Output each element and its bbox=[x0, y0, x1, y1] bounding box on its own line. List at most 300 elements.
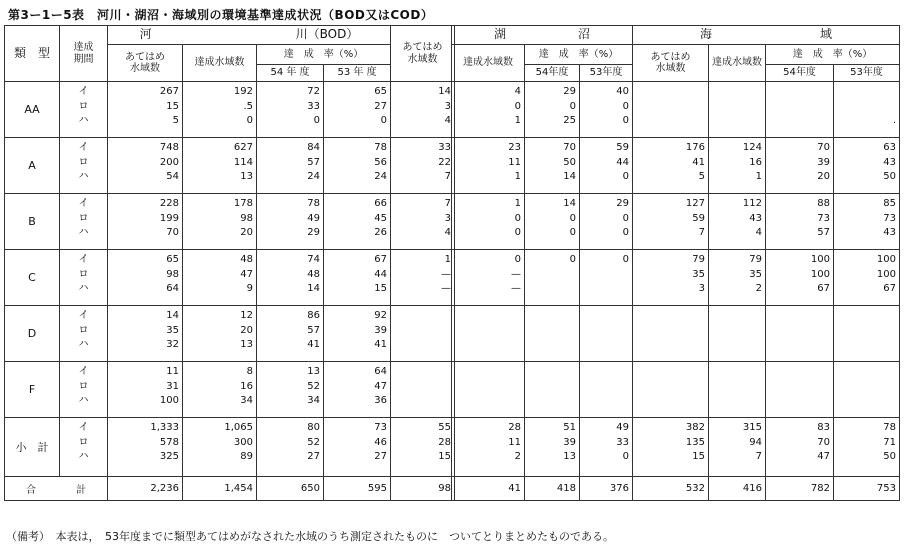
total-river-r54: 650 bbox=[257, 477, 324, 501]
header-lake-achieved: 達成水域数 bbox=[452, 45, 525, 82]
type-label: AA bbox=[5, 82, 60, 138]
cell-value: ハ bbox=[78, 227, 89, 238]
cell-value: 27 bbox=[374, 100, 387, 112]
cell-value: 48 bbox=[307, 268, 320, 280]
table-row bbox=[452, 418, 900, 477]
cell-value: 43 bbox=[883, 227, 896, 238]
lake-rate-53 bbox=[580, 138, 633, 194]
cell-value: 24 bbox=[307, 171, 320, 182]
cell-value: ロ bbox=[78, 212, 89, 224]
period-labels bbox=[60, 194, 108, 250]
cell-value: 11 bbox=[508, 436, 521, 448]
table-row bbox=[452, 306, 900, 362]
river-applicable bbox=[108, 138, 183, 194]
river-achieved bbox=[183, 362, 257, 418]
cell-value: ロ bbox=[78, 100, 89, 112]
cell-value bbox=[633, 338, 708, 353]
cell-value: 84 bbox=[307, 142, 320, 153]
cell-value: 8 bbox=[246, 366, 253, 377]
cell-value bbox=[834, 365, 899, 380]
cell-value: 16 bbox=[240, 380, 253, 392]
cell-value bbox=[633, 324, 708, 339]
cell-value: 124 bbox=[742, 142, 762, 153]
cell-value: 2 bbox=[514, 451, 521, 462]
cell-value: 23 bbox=[508, 142, 521, 153]
cell-value: . bbox=[892, 115, 896, 126]
cell-value: 72 bbox=[307, 86, 320, 97]
cell-value: 33 bbox=[616, 436, 629, 448]
lake-applicable bbox=[391, 250, 455, 306]
header-river-rate: 達 成 率（%） bbox=[257, 45, 391, 65]
cell-value: ロ bbox=[78, 380, 89, 392]
cell-value: 28 bbox=[508, 422, 521, 433]
cell-value bbox=[709, 338, 765, 353]
table-row bbox=[5, 138, 455, 194]
sea-applicable bbox=[633, 418, 709, 477]
river-table bbox=[4, 25, 455, 501]
lake-rate-53 bbox=[580, 194, 633, 250]
cell-value: 78 bbox=[307, 198, 320, 209]
total-label: 合 計 bbox=[5, 477, 108, 501]
cell-value bbox=[525, 394, 579, 409]
type-label: A bbox=[5, 138, 60, 194]
lake-rate-53 bbox=[580, 250, 633, 306]
lake-rate-54 bbox=[525, 362, 580, 418]
cell-value: ハ bbox=[78, 115, 89, 126]
cell-value: 0 bbox=[246, 115, 253, 126]
cell-value: ハ bbox=[78, 451, 89, 462]
cell-value: ハ bbox=[78, 395, 89, 406]
cell-value: 627 bbox=[233, 142, 253, 153]
cell-value: 0 bbox=[622, 254, 629, 265]
cell-value bbox=[633, 394, 708, 409]
cell-value: 32 bbox=[166, 339, 179, 350]
cell-value bbox=[633, 380, 708, 395]
cell-value: 200 bbox=[159, 156, 179, 168]
cell-value: 63 bbox=[883, 142, 896, 153]
cell-value: 0 bbox=[313, 115, 320, 126]
sea-rate-53 bbox=[834, 138, 900, 194]
table-row bbox=[452, 250, 900, 306]
cell-value: 57 bbox=[307, 324, 320, 336]
cell-value: ロ bbox=[78, 324, 89, 336]
cell-value: 29 bbox=[307, 227, 320, 238]
cell-value: 59 bbox=[616, 142, 629, 153]
cell-value: 27 bbox=[374, 451, 387, 462]
sea-applicable bbox=[633, 138, 709, 194]
cell-value: 34 bbox=[307, 395, 320, 406]
cell-value: 39 bbox=[374, 324, 387, 336]
cell-value bbox=[525, 380, 579, 395]
cell-value: 0 bbox=[569, 100, 576, 112]
lake-rate-53 bbox=[580, 82, 633, 138]
lake-achieved bbox=[452, 362, 525, 418]
river-achieved bbox=[183, 306, 257, 362]
cell-value: 44 bbox=[374, 268, 387, 280]
sea-rate-54 bbox=[766, 418, 834, 477]
lake-rate-54 bbox=[525, 306, 580, 362]
cell-value: 3 bbox=[444, 212, 451, 224]
cell-value: 41 bbox=[374, 339, 387, 350]
cell-value bbox=[580, 282, 632, 297]
lake-rate-53 bbox=[580, 362, 633, 418]
sea-applicable bbox=[633, 194, 709, 250]
lake-rate-54 bbox=[525, 250, 580, 306]
lake-rate-54 bbox=[525, 194, 580, 250]
period-labels bbox=[60, 362, 108, 418]
cell-value: 315 bbox=[742, 422, 762, 433]
total-sea-r54: 782 bbox=[766, 477, 834, 501]
cell-value: 26 bbox=[374, 227, 387, 238]
lake-achieved bbox=[452, 418, 525, 477]
header-period: 達成期間 bbox=[60, 26, 108, 82]
cell-value: 176 bbox=[685, 142, 705, 153]
type-label: B bbox=[5, 194, 60, 250]
cell-value: 67 bbox=[374, 254, 387, 265]
cell-value: 15 bbox=[374, 283, 387, 294]
cell-value: 0 bbox=[622, 227, 629, 238]
lake-sea-table bbox=[451, 25, 900, 501]
cell-value: 88 bbox=[817, 198, 830, 209]
cell-value: 11 bbox=[166, 366, 179, 377]
river-rate-54 bbox=[257, 138, 324, 194]
sea-achieved bbox=[709, 250, 766, 306]
cell-value bbox=[766, 100, 833, 115]
cell-value: 192 bbox=[233, 86, 253, 97]
cell-value bbox=[834, 394, 899, 409]
river-rate-53 bbox=[324, 138, 391, 194]
period-labels bbox=[60, 306, 108, 362]
cell-value: イ bbox=[78, 310, 89, 321]
type-label: D bbox=[5, 306, 60, 362]
cell-value: 47 bbox=[374, 380, 387, 392]
cell-value: ハ bbox=[78, 171, 89, 182]
period-labels bbox=[60, 138, 108, 194]
cell-value: 199 bbox=[159, 212, 179, 224]
cell-value: 20 bbox=[240, 324, 253, 336]
lake-rate-53 bbox=[580, 418, 633, 477]
cell-value: 3 bbox=[444, 100, 451, 112]
cell-value: 80 bbox=[307, 422, 320, 433]
cell-value: 14 bbox=[438, 86, 451, 97]
cell-value: 1,065 bbox=[224, 422, 253, 433]
cell-value bbox=[709, 85, 765, 100]
cell-value: 114 bbox=[233, 156, 253, 168]
cell-value: イ bbox=[78, 86, 89, 97]
cell-value: 15 bbox=[692, 451, 705, 462]
cell-value bbox=[525, 365, 579, 380]
sea-achieved bbox=[709, 306, 766, 362]
cell-value bbox=[834, 380, 899, 395]
sea-rate-53 bbox=[834, 418, 900, 477]
cell-value: 1 bbox=[444, 254, 451, 265]
cell-value bbox=[580, 365, 632, 380]
cell-value bbox=[766, 85, 833, 100]
cell-value: 5 bbox=[172, 115, 179, 126]
cell-value: 16 bbox=[749, 156, 762, 168]
lake-achieved bbox=[452, 194, 525, 250]
header-sea-applicable: あてはめ水域数 bbox=[633, 45, 709, 82]
cell-value bbox=[766, 324, 833, 339]
cell-value bbox=[834, 309, 899, 324]
header-lake-54: 54年度 bbox=[525, 65, 580, 82]
cell-value: 0 bbox=[514, 212, 521, 224]
river-rate-53 bbox=[324, 306, 391, 362]
header-river-53: 53 年 度 bbox=[324, 65, 391, 82]
sea-achieved bbox=[709, 82, 766, 138]
cell-value bbox=[580, 268, 632, 283]
total-sea-app: 532 bbox=[633, 477, 709, 501]
cell-value: 92 bbox=[374, 310, 387, 321]
cell-value: 14 bbox=[563, 171, 576, 182]
cell-value: ロ bbox=[78, 268, 89, 280]
header-lake: 湖 沼 bbox=[452, 26, 633, 45]
cell-value: 13 bbox=[307, 366, 320, 377]
river-applicable bbox=[108, 250, 183, 306]
cell-value: 28 bbox=[438, 436, 451, 448]
sea-achieved bbox=[709, 362, 766, 418]
lake-achieved bbox=[452, 82, 525, 138]
total-lake-r53: 376 bbox=[580, 477, 633, 501]
cell-value bbox=[525, 324, 579, 339]
cell-value: 64 bbox=[374, 366, 387, 377]
cell-value: 54 bbox=[166, 171, 179, 182]
cell-value: 70 bbox=[166, 227, 179, 238]
cell-value: 79 bbox=[692, 254, 705, 265]
cell-value bbox=[525, 282, 579, 297]
cell-value: 98 bbox=[166, 268, 179, 280]
cell-value: ハ bbox=[78, 283, 89, 294]
table-row bbox=[5, 362, 455, 418]
cell-value: 100 bbox=[810, 254, 830, 265]
cell-value: 43 bbox=[749, 212, 762, 224]
total-river-ach: 1,454 bbox=[183, 477, 257, 501]
cell-value: イ bbox=[78, 422, 89, 433]
cell-value: 748 bbox=[159, 142, 179, 153]
cell-value: 65 bbox=[374, 86, 387, 97]
lake-rate-54 bbox=[525, 138, 580, 194]
cell-value: 57 bbox=[307, 156, 320, 168]
cell-value bbox=[580, 380, 632, 395]
river-rate-54 bbox=[257, 82, 324, 138]
cell-value: 41 bbox=[692, 156, 705, 168]
cell-value: 12 bbox=[240, 310, 253, 321]
cell-value: 0 bbox=[514, 227, 521, 238]
cell-value: 14 bbox=[307, 283, 320, 294]
cell-value: — bbox=[511, 268, 521, 280]
cell-value bbox=[834, 338, 899, 353]
footnote: （備考） 本表は， 53年度までに類型あてはめがなされた水域のうち測定されたものに ついてとりまとめたものである。 bbox=[6, 530, 614, 543]
cell-value bbox=[452, 365, 524, 380]
cell-value: 22 bbox=[438, 156, 451, 168]
table-row bbox=[5, 306, 455, 362]
header-sea: 海 域 bbox=[633, 26, 900, 45]
table-title: 第3ー1ー5表 河川・湖沼・海域別の環境基準達成状況（BOD又はCOD） bbox=[8, 8, 434, 22]
header-sea-53: 53年度 bbox=[834, 65, 900, 82]
table-row bbox=[5, 418, 455, 477]
table-row bbox=[5, 194, 455, 250]
lake-applicable bbox=[391, 362, 455, 418]
cell-value: 45 bbox=[374, 212, 387, 224]
cell-value: 0 bbox=[569, 254, 576, 265]
cell-value: 112 bbox=[742, 198, 762, 209]
cell-value bbox=[766, 394, 833, 409]
cell-value: 7 bbox=[444, 171, 451, 182]
cell-value bbox=[766, 338, 833, 353]
table-row bbox=[452, 82, 900, 138]
cell-value bbox=[525, 338, 579, 353]
cell-value: イ bbox=[78, 142, 89, 153]
cell-value: 1,333 bbox=[150, 422, 179, 433]
total-sea-ach: 416 bbox=[709, 477, 766, 501]
cell-value: 2 bbox=[755, 283, 762, 294]
sea-applicable bbox=[633, 82, 709, 138]
header-sea-rate: 達 成 率（%） bbox=[766, 45, 900, 65]
cell-value bbox=[709, 309, 765, 324]
cell-value bbox=[580, 324, 632, 339]
river-rate-53 bbox=[324, 418, 391, 477]
cell-value bbox=[633, 309, 708, 324]
river-applicable bbox=[108, 362, 183, 418]
cell-value: 27 bbox=[307, 451, 320, 462]
lake-applicable bbox=[391, 418, 455, 477]
cell-value: 35 bbox=[749, 268, 762, 280]
cell-value: 15 bbox=[166, 100, 179, 112]
lake-applicable bbox=[391, 306, 455, 362]
cell-value: 35 bbox=[166, 324, 179, 336]
river-rate-53 bbox=[324, 362, 391, 418]
cell-value bbox=[525, 268, 579, 283]
cell-value: 50 bbox=[883, 451, 896, 462]
cell-value: イ bbox=[78, 198, 89, 209]
sea-rate-53 bbox=[834, 250, 900, 306]
river-rate-54 bbox=[257, 194, 324, 250]
cell-value bbox=[766, 114, 833, 129]
total-river-r53: 595 bbox=[324, 477, 391, 501]
cell-value: 4 bbox=[444, 227, 451, 238]
lake-achieved bbox=[452, 306, 525, 362]
sea-rate-53 bbox=[834, 362, 900, 418]
cell-value: 135 bbox=[685, 436, 705, 448]
sea-rate-54 bbox=[766, 194, 834, 250]
cell-value bbox=[766, 309, 833, 324]
sea-rate-54 bbox=[766, 138, 834, 194]
header-lake-53: 53年度 bbox=[580, 65, 633, 82]
cell-value: 14 bbox=[166, 310, 179, 321]
cell-value: 41 bbox=[307, 339, 320, 350]
cell-value bbox=[834, 85, 899, 100]
header-river-54: 54 年 度 bbox=[257, 65, 324, 82]
cell-value: 15 bbox=[438, 451, 451, 462]
cell-value: 9 bbox=[246, 283, 253, 294]
header-type: 類 型 bbox=[5, 26, 60, 82]
cell-value: 100 bbox=[876, 254, 896, 265]
cell-value bbox=[633, 114, 708, 129]
river-achieved bbox=[183, 194, 257, 250]
cell-value: 35 bbox=[692, 268, 705, 280]
total-lake-ach: 41 bbox=[452, 477, 525, 501]
cell-value: 382 bbox=[685, 422, 705, 433]
total-river-app: 2,236 bbox=[108, 477, 183, 501]
cell-value: 78 bbox=[374, 142, 387, 153]
cell-value: 52 bbox=[307, 436, 320, 448]
cell-value: 48 bbox=[240, 254, 253, 265]
cell-value: 65 bbox=[166, 254, 179, 265]
table-row bbox=[452, 362, 900, 418]
period-labels bbox=[60, 250, 108, 306]
lake-rate-53 bbox=[580, 306, 633, 362]
cell-value bbox=[709, 380, 765, 395]
cell-value bbox=[391, 309, 454, 324]
cell-value: 67 bbox=[883, 283, 896, 294]
cell-value bbox=[391, 365, 454, 380]
river-applicable bbox=[108, 82, 183, 138]
cell-value: 57 bbox=[817, 227, 830, 238]
cell-value: 39 bbox=[817, 156, 830, 168]
cell-value: 47 bbox=[817, 451, 830, 462]
cell-value bbox=[452, 338, 524, 353]
header-river-achieved: 達成水域数 bbox=[183, 45, 257, 82]
cell-value: ロ bbox=[78, 156, 89, 168]
river-rate-54 bbox=[257, 306, 324, 362]
cell-value: 31 bbox=[166, 380, 179, 392]
cell-value: 70 bbox=[817, 142, 830, 153]
river-applicable bbox=[108, 418, 183, 477]
cell-value: 3 bbox=[698, 283, 705, 294]
river-rate-54 bbox=[257, 250, 324, 306]
cell-value bbox=[709, 114, 765, 129]
cell-value: イ bbox=[78, 254, 89, 265]
cell-value bbox=[709, 100, 765, 115]
total-row bbox=[5, 477, 455, 501]
sea-achieved bbox=[709, 194, 766, 250]
cell-value: 11 bbox=[508, 156, 521, 168]
cell-value: 29 bbox=[616, 198, 629, 209]
cell-value: 66 bbox=[374, 198, 387, 209]
cell-value: 0 bbox=[514, 254, 521, 265]
cell-value: 78 bbox=[883, 422, 896, 433]
table-row bbox=[452, 194, 900, 250]
cell-value: 300 bbox=[233, 436, 253, 448]
cell-value bbox=[633, 365, 708, 380]
type-label: C bbox=[5, 250, 60, 306]
cell-value: 0 bbox=[569, 212, 576, 224]
sea-applicable bbox=[633, 250, 709, 306]
cell-value: 49 bbox=[616, 422, 629, 433]
cell-value: 34 bbox=[240, 395, 253, 406]
river-achieved bbox=[183, 250, 257, 306]
cell-value bbox=[633, 85, 708, 100]
cell-value: 51 bbox=[563, 422, 576, 433]
cell-value: イ bbox=[78, 366, 89, 377]
lake-applicable bbox=[391, 138, 455, 194]
cell-value bbox=[834, 100, 899, 115]
sea-rate-53 bbox=[834, 306, 900, 362]
cell-value bbox=[391, 324, 454, 339]
type-label: F bbox=[5, 362, 60, 418]
total-sea-r53: 753 bbox=[834, 477, 900, 501]
table-row bbox=[5, 250, 455, 306]
cell-value bbox=[709, 365, 765, 380]
table-row bbox=[5, 82, 455, 138]
river-applicable bbox=[108, 194, 183, 250]
cell-value: 100 bbox=[159, 395, 179, 406]
cell-value: 73 bbox=[374, 422, 387, 433]
cell-value: 4 bbox=[444, 115, 451, 126]
cell-value bbox=[580, 394, 632, 409]
cell-value bbox=[633, 100, 708, 115]
cell-value: 0 bbox=[622, 451, 629, 462]
